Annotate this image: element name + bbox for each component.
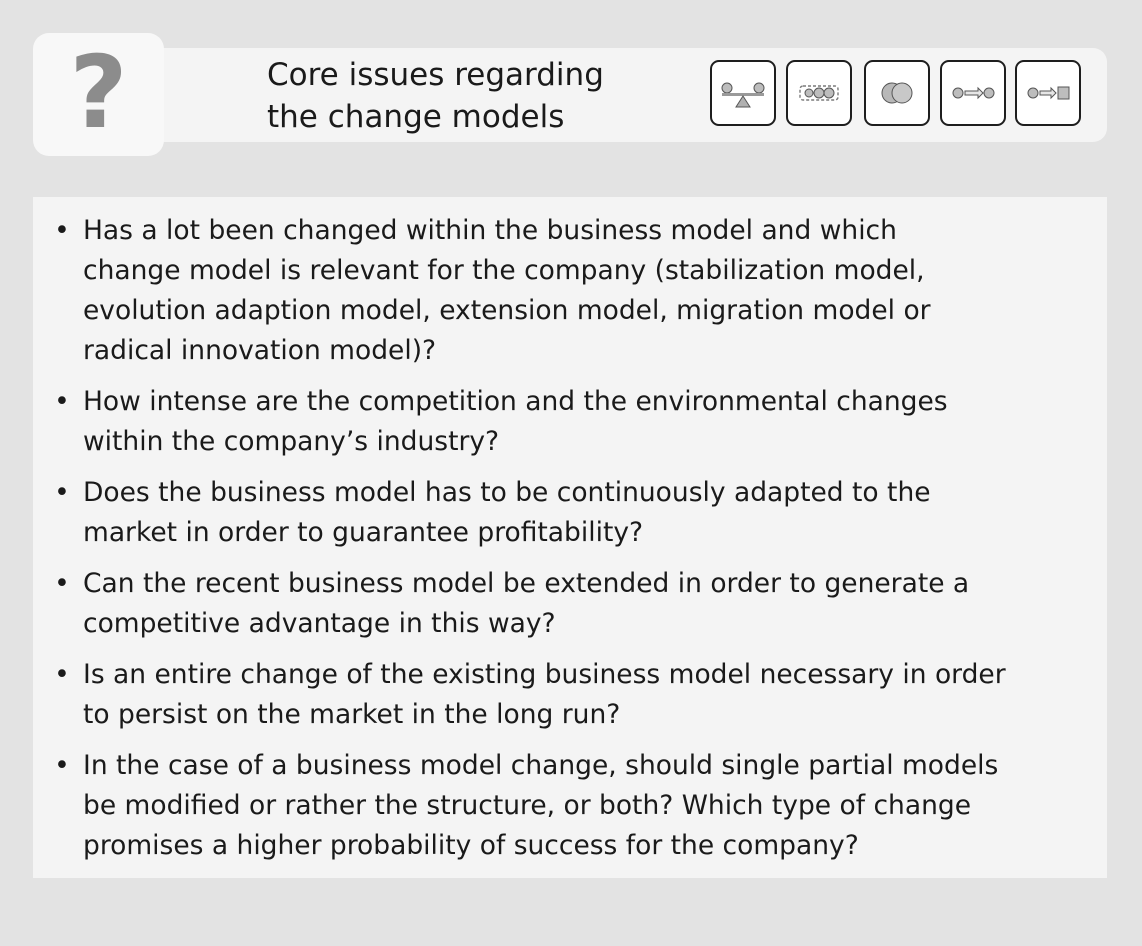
circle-arrow-circle-icon [940, 60, 1006, 126]
list-item [33, 473, 1107, 553]
list-item-line: How intense are the competition and the environmental changes [83, 386, 948, 417]
list-item-line: evolution adaption model, extension model, migration model or [83, 295, 931, 326]
question-mark-icon: ? [69, 33, 128, 151]
title-line: Core issues regarding [267, 57, 604, 93]
list-item-line: change model is relevant for the company (stabilization model, [83, 255, 925, 286]
core-issues-panel [33, 197, 1107, 878]
list-item [33, 211, 1107, 371]
list-item-line: to persist on the market in the long run? [83, 699, 621, 730]
bullet-icon: • [54, 215, 70, 246]
balance-scale-icon [710, 60, 776, 126]
list-item-line: Has a lot been changed within the business model and which [83, 215, 897, 246]
list-item-line: radical innovation model)? [83, 335, 437, 366]
overlapping-circles-icon [864, 60, 930, 126]
bullet-icon: • [54, 659, 70, 690]
list-item-line: Does the business model has to be continuously adapted to the [83, 477, 931, 508]
list-item-line: within the company’s industry? [83, 426, 500, 457]
adaption-chain-icon [786, 60, 852, 126]
list-item-line: In the case of a business model change, should single partial models [83, 750, 999, 781]
list-item-line: market in order to guarantee profitability? [83, 517, 644, 548]
list-item-line: competitive advantage in this way? [83, 608, 556, 639]
question-mark-box [33, 33, 164, 156]
bullet-icon: • [54, 477, 70, 508]
title-line: the change models [267, 99, 565, 135]
circle-arrow-square-icon [1015, 60, 1081, 126]
list-item [33, 655, 1107, 735]
list-item [33, 382, 1107, 462]
page-title [267, 54, 687, 138]
bullet-icon: • [54, 386, 70, 417]
list-item-line: be modified or rather the structure, or both? Which type of change [83, 790, 971, 821]
list-item-line: Is an entire change of the existing business model necessary in order [83, 659, 1006, 690]
list-item [33, 564, 1107, 644]
list-item-line: Can the recent business model be extended in order to generate a [83, 568, 970, 599]
core-issues-list [33, 197, 1107, 866]
bullet-icon: • [54, 568, 70, 599]
list-item-line: promises a higher probability of success for the company? [83, 830, 859, 861]
list-item [33, 746, 1107, 866]
bullet-icon: • [54, 750, 70, 781]
